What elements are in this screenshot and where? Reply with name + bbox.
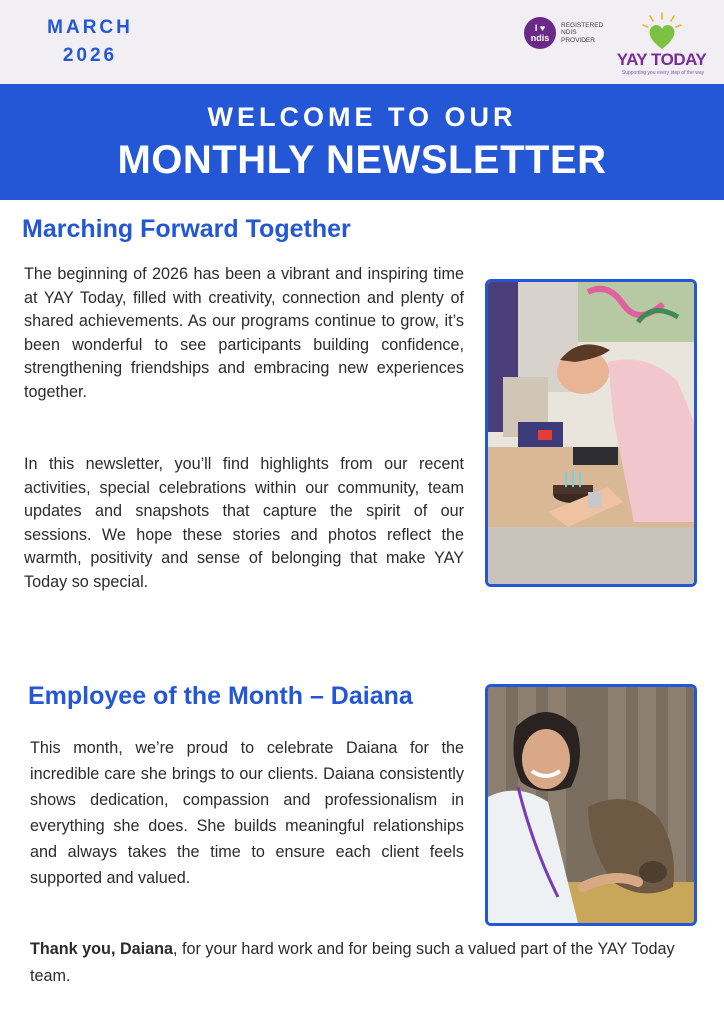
employee-daiana-photo xyxy=(485,684,697,926)
ndis-logo-icon xyxy=(524,17,556,49)
birthday-photo-illustration xyxy=(488,282,694,584)
banner-title: MONTHLY NEWSLETTER xyxy=(117,138,607,182)
section-title-employee-of-month: Employee of the Month – Daiana xyxy=(28,682,413,710)
heart-burst-icon xyxy=(640,12,684,52)
header-bar xyxy=(0,0,724,84)
section-title-marching-forward: Marching Forward Together xyxy=(22,215,351,243)
intro-paragraph: The beginning of 2026 has been a vibrant and inspiring time at YAY Today, filled with creativity, connection and plenty of shared achievements. As our programs continue to grow, it’s been wonderful to see participants building confidence, strengthening friendships and embracing new experiences together. xyxy=(24,265,464,401)
ndis-mark: I ♥ xyxy=(534,23,546,33)
yay-today-logo xyxy=(604,8,719,78)
ndis-word: ndis xyxy=(530,33,550,43)
thank-you-bold: Thank you, Daiana xyxy=(30,940,174,958)
banner-subtitle: WELCOME TO OUR xyxy=(207,102,517,132)
ndis-badge-text xyxy=(561,22,605,45)
issue-month: MARCH xyxy=(47,17,133,38)
issue-date xyxy=(40,14,140,70)
logo-name: YAY TODAY xyxy=(616,50,707,69)
ndis-text-line: REGISTERED xyxy=(561,21,604,29)
thank-you-rest: , for your hard work and for being such a valued part of the YAY Today team. xyxy=(30,940,675,985)
thank-you-note xyxy=(30,936,710,990)
issue-year: 2026 xyxy=(62,45,118,66)
welcome-banner xyxy=(0,84,724,200)
logo-tagline: Supporting you every step of the way xyxy=(621,70,705,76)
ndis-text-line: NDIS xyxy=(561,29,577,37)
ndis-provider-badge xyxy=(524,16,605,50)
birthday-celebration-photo xyxy=(485,279,697,587)
employee-photo-illustration xyxy=(488,687,694,923)
ndis-text-line: PROVIDER xyxy=(561,36,595,44)
employee-paragraph: This month, we’re proud to celebrate Daiana for the incredible care she brings to our clients. Daiana consistently shows dedication, compassion and professionalism in everything she does. She builds meaningful relationships and always takes the time to ensure each client feels supported and valued. xyxy=(30,739,464,887)
highlights-paragraph: In this newsletter, you’ll find highlights from our recent activities, special celebrations within our community, team updates and snapshots that capture the spirit of our sessions. We hope these stories and photos reflect the warmth, positivity and sense of belonging that make YAY Today so special. xyxy=(24,455,464,591)
